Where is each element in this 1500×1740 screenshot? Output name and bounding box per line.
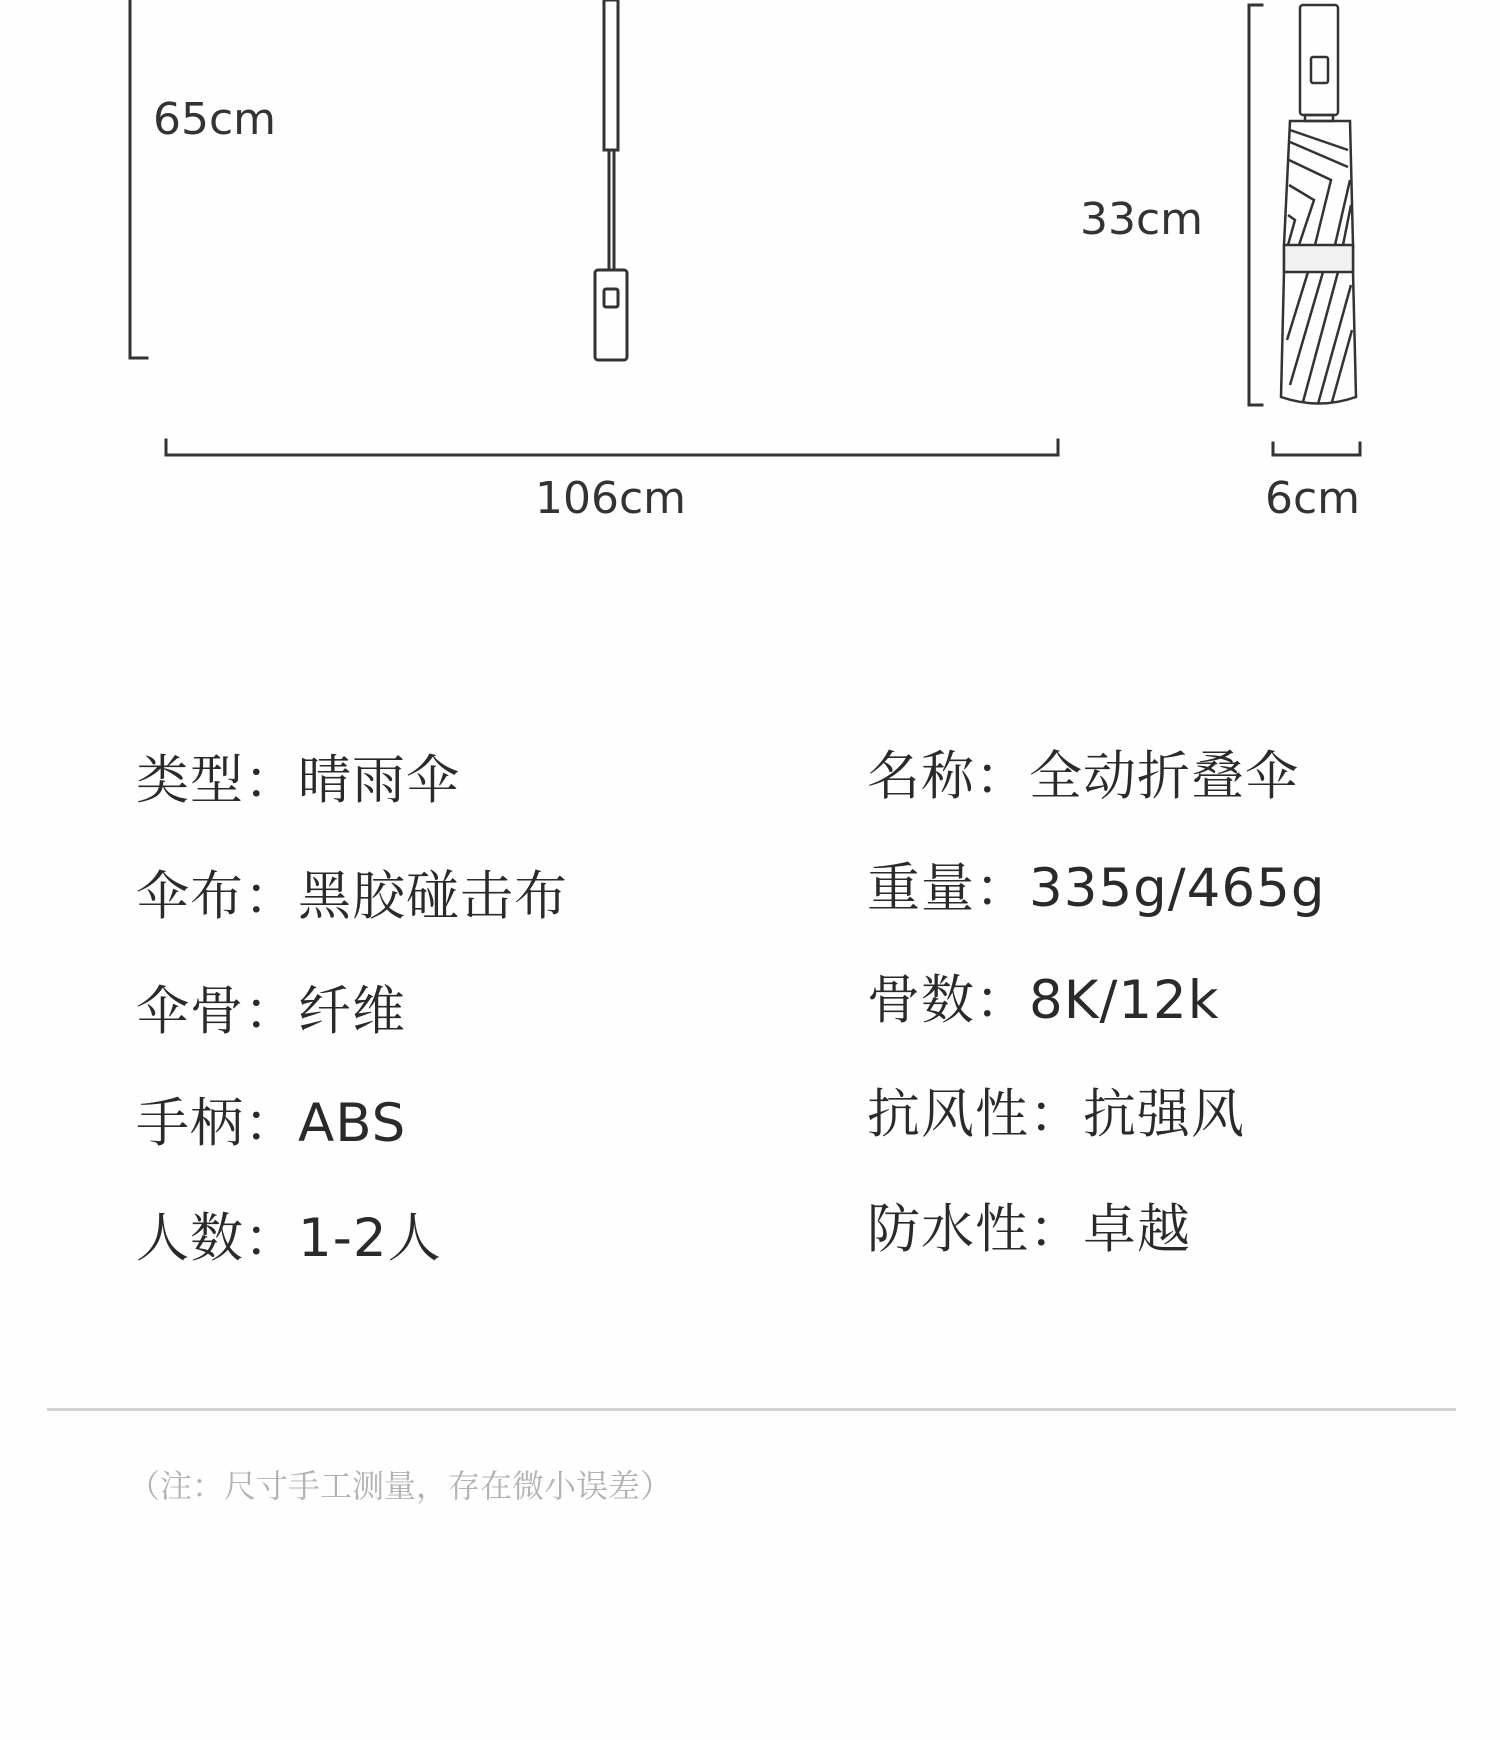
spec-ribs-material: [136, 981, 406, 1042]
spec-wind-resistance: [867, 1084, 1245, 1145]
spec-label: 手柄：: [136, 1093, 298, 1154]
spec-label: 防水性：: [867, 1199, 1083, 1260]
spec-value: 纤维: [298, 981, 406, 1042]
spec-weight: [867, 858, 1326, 919]
spec-value: 1-2人: [298, 1208, 442, 1269]
spec-waterproof: [867, 1199, 1191, 1260]
spec-label: 伞布：: [136, 866, 298, 927]
spec-value: 抗强风: [1083, 1084, 1245, 1145]
spec-value: 晴雨伞: [298, 750, 460, 811]
width-bracket-folded: [1273, 443, 1360, 455]
open-height-label: 65cm: [153, 94, 277, 145]
spec-label: 人数：: [136, 1208, 298, 1269]
spec-name: [867, 746, 1299, 807]
spec-capacity: [136, 1208, 442, 1269]
spec-value: 8K/12k: [1029, 970, 1220, 1031]
spec-label: 名称：: [867, 746, 1029, 807]
spec-label: 抗风性：: [867, 1084, 1083, 1145]
width-bracket-open: [166, 440, 1058, 455]
spec-value: ABS: [298, 1093, 407, 1154]
open-umbrella-shaft: [604, 0, 618, 150]
spec-value: 335g/465g: [1029, 858, 1326, 919]
measurement-note: （注：尺寸手工测量，存在微小误差）: [128, 1467, 673, 1505]
height-bracket-open: [130, 0, 147, 358]
section-divider: [47, 1408, 1456, 1411]
folded-length-label: 33cm: [1080, 194, 1204, 245]
spec-rib-count: [867, 970, 1220, 1031]
folded-umbrella-strap: [1284, 245, 1353, 272]
spec-label: 重量：: [867, 858, 1029, 919]
folded-width-label: 6cm: [1265, 473, 1361, 524]
folded-umbrella-button: [1311, 57, 1328, 83]
spec-value: 黑胶碰击布: [298, 866, 568, 927]
spec-value: 卓越: [1083, 1199, 1191, 1260]
height-bracket-folded: [1249, 5, 1262, 405]
spec-label: 伞骨：: [136, 981, 298, 1042]
folded-umbrella: [1281, 5, 1356, 404]
umbrella-dimension-diagram: [0, 0, 1500, 560]
spec-label: 类型：: [136, 750, 298, 811]
folded-umbrella-handle: [1300, 5, 1338, 115]
open-diameter-label: 106cm: [535, 473, 687, 524]
open-umbrella-handle: [595, 270, 627, 360]
spec-label: 骨数：: [867, 970, 1029, 1031]
spec-fabric: [136, 866, 568, 927]
open-umbrella-button: [604, 289, 618, 307]
spec-handle: [136, 1093, 407, 1154]
spec-value: 全动折叠伞: [1029, 746, 1299, 807]
spec-type: [136, 750, 460, 811]
